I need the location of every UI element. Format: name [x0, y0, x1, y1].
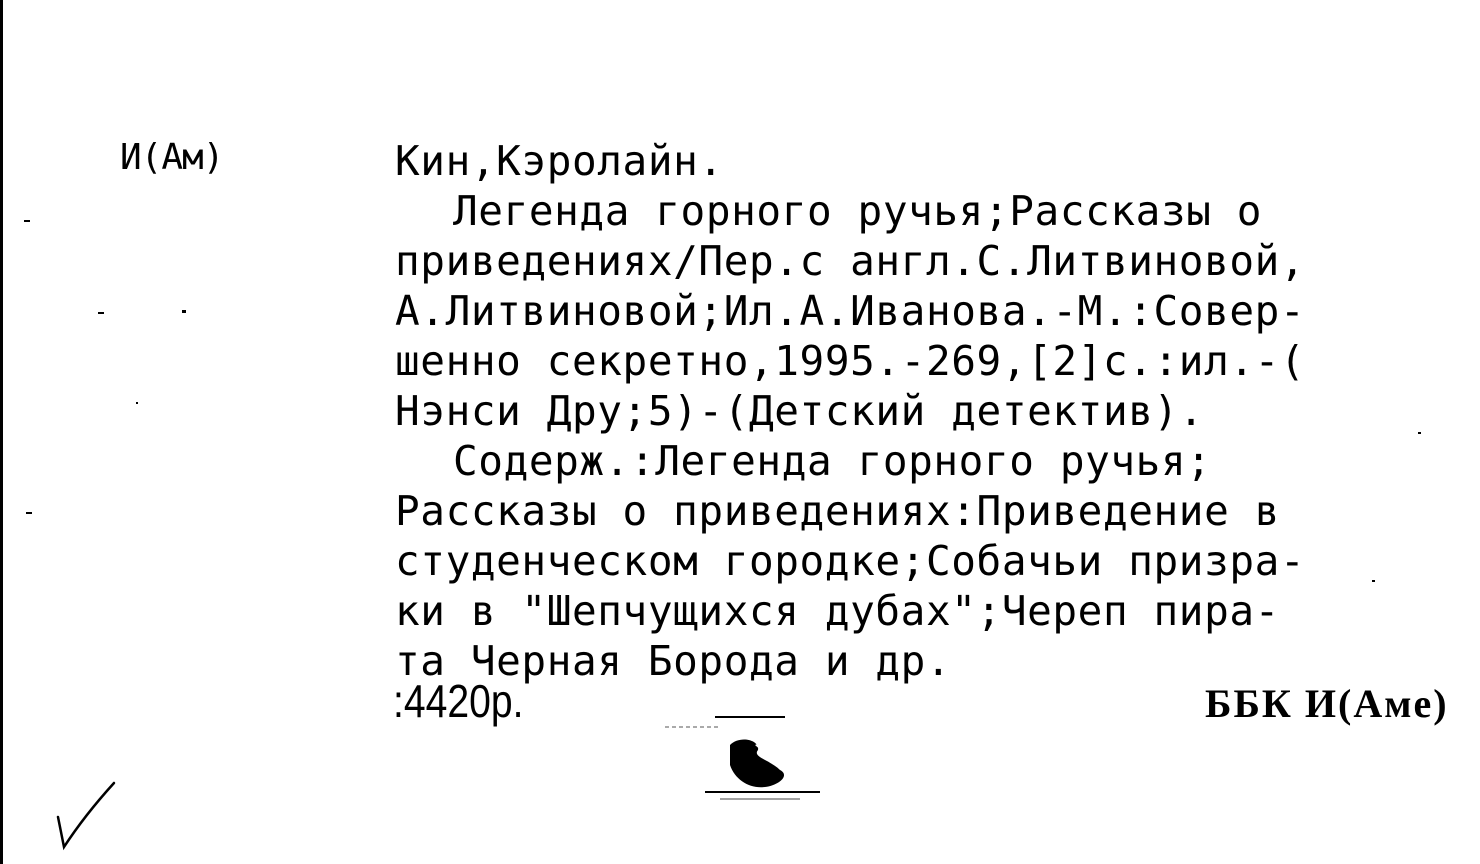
scan-speck — [1418, 432, 1421, 434]
checkmark-icon — [52, 775, 122, 855]
shelf-mark: И(Ам) — [120, 137, 224, 178]
contents-line: Содерж.:Легенда горного ручья; — [453, 437, 1212, 485]
price: :4420р. — [393, 675, 524, 727]
bibliographic-record — [395, 136, 1480, 686]
author-heading: Кин,Кэролайн. — [395, 137, 724, 185]
scan-speck — [1372, 580, 1375, 582]
description-line: приведениях/Пер.с англ.С.Литвиновой, — [395, 237, 1306, 285]
scan-speck — [24, 220, 30, 222]
library-stamp-icon — [660, 705, 830, 805]
scan-speck — [26, 512, 32, 514]
contents-line: Рассказы о приведениях:Приведение в — [395, 487, 1280, 535]
contents-line: студенческом городке;Собачьи призра- — [395, 537, 1306, 585]
contents-line: та Черная Борода и др. — [395, 637, 952, 685]
scan-speck — [136, 402, 138, 404]
description-line: Нэнси Дру;5)-(Детский детектив). — [395, 387, 1205, 435]
description-line: Легенда горного ручья;Рассказы о — [453, 187, 1263, 235]
edge-gap — [3, 70, 5, 140]
description-line: А.Литвиновой;Ил.А.Иванова.-М.:Совер- — [395, 287, 1306, 335]
bbk-classification: ББК И(Аме) — [1205, 681, 1449, 726]
contents-line: ки в "Шепчущихся дубах";Череп пира- — [395, 587, 1280, 635]
scan-speck — [182, 310, 186, 313]
edge-gap — [3, 560, 5, 630]
description-line: шенно секретно,1995.-269,[2]с.:ил.-( — [395, 337, 1306, 385]
scan-speck — [98, 312, 104, 314]
